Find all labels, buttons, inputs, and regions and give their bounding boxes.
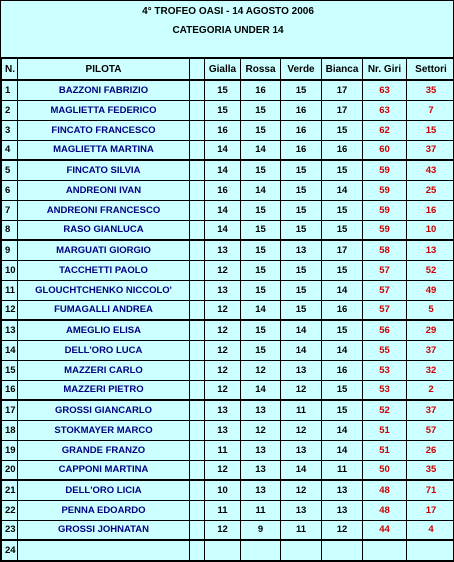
cell-verde: 11: [281, 400, 322, 420]
cell-settori: 4: [407, 520, 454, 540]
cell-spacer: [190, 180, 205, 200]
cell-rossa: 14: [241, 380, 281, 400]
cell-verde: 15: [281, 260, 322, 280]
cell-rossa: 9: [241, 520, 281, 540]
cell-gialla: 12: [205, 300, 241, 320]
cell-spacer: [190, 380, 205, 400]
cell-rossa: 15: [241, 280, 281, 300]
cell-spacer: [190, 260, 205, 280]
cell-giri: 52: [363, 400, 407, 420]
cell-number: 24: [2, 540, 18, 560]
cell-pilota: DELL'ORO LICIA: [18, 480, 190, 500]
cell-pilota: GLOUCHTCHENKO NICCOLO': [18, 280, 190, 300]
table-row: [2, 140, 454, 160]
cell-settori: 7: [407, 100, 454, 120]
cell-settori: 37: [407, 140, 454, 160]
cell-spacer: [190, 200, 205, 220]
cell-settori: 32: [407, 360, 454, 380]
cell-gialla: 13: [205, 240, 241, 260]
table-row: [2, 180, 454, 200]
cell-verde: 15: [281, 280, 322, 300]
cell-pilota: RASO GIANLUCA: [18, 220, 190, 240]
table-row: [2, 240, 454, 260]
cell-giri: 62: [363, 120, 407, 140]
header-verde: Verde: [281, 58, 322, 80]
cell-verde: 14: [281, 340, 322, 360]
cell-giri: 51: [363, 420, 407, 440]
table-row: [2, 340, 454, 360]
cell-number: 19: [2, 440, 18, 460]
cell-gialla: 12: [205, 340, 241, 360]
cell-giri: 51: [363, 440, 407, 460]
cell-bianca: 15: [322, 200, 363, 220]
cell-giri: 48: [363, 500, 407, 520]
cell-pilota: GROSSI JOHNATAN: [18, 520, 190, 540]
cell-bianca: 17: [322, 240, 363, 260]
cell-pilota: DELL'ORO LUCA: [18, 340, 190, 360]
cell-spacer: [190, 460, 205, 480]
cell-pilota: GRANDE FRANZO: [18, 440, 190, 460]
cell-verde: 13: [281, 240, 322, 260]
cell-number: 17: [2, 400, 18, 420]
cell-rossa: 13: [241, 480, 281, 500]
cell-bianca: 15: [322, 380, 363, 400]
cell-verde: 15: [281, 200, 322, 220]
cell-pilota: STOKMAYER MARCO: [18, 420, 190, 440]
cell-rossa: 16: [241, 80, 281, 100]
cell-verde: 15: [281, 80, 322, 100]
cell-number: 10: [2, 260, 18, 280]
header-rossa: Rossa: [241, 58, 281, 80]
cell-spacer: [190, 280, 205, 300]
cell-number: 13: [2, 320, 18, 340]
cell-bianca: 14: [322, 280, 363, 300]
cell-rossa: 11: [241, 500, 281, 520]
cell-pilota: [18, 540, 190, 560]
cell-bianca: 16: [322, 300, 363, 320]
cell-verde: 16: [281, 120, 322, 140]
cell-bianca: 15: [322, 260, 363, 280]
cell-rossa: 14: [241, 140, 281, 160]
cell-spacer: [190, 340, 205, 360]
cell-settori: 13: [407, 240, 454, 260]
cell-verde: 16: [281, 140, 322, 160]
cell-gialla: 15: [205, 80, 241, 100]
table-row: [2, 360, 454, 380]
cell-number: 3: [2, 120, 18, 140]
cell-pilota: BAZZONI FABRIZIO: [18, 80, 190, 100]
cell-giri: 55: [363, 340, 407, 360]
cell-gialla: 15: [205, 100, 241, 120]
cell-rossa: 15: [241, 340, 281, 360]
cell-settori: 2: [407, 380, 454, 400]
cell-verde: 15: [281, 160, 322, 180]
table-row: [2, 120, 454, 140]
cell-spacer: [190, 120, 205, 140]
cell-settori: 17: [407, 500, 454, 520]
cell-spacer: [190, 360, 205, 380]
cell-gialla: 16: [205, 120, 241, 140]
cell-bianca: 14: [322, 440, 363, 460]
cell-number: 22: [2, 500, 18, 520]
cell-bianca: 14: [322, 420, 363, 440]
cell-spacer: [190, 240, 205, 260]
cell-giri: 53: [363, 360, 407, 380]
table-body: [2, 80, 454, 560]
cell-spacer: [190, 140, 205, 160]
cell-pilota: PENNA EDOARDO: [18, 500, 190, 520]
cell-pilota: MARGUATI GIORGIO: [18, 240, 190, 260]
cell-spacer: [190, 160, 205, 180]
cell-giri: 63: [363, 80, 407, 100]
cell-rossa: 15: [241, 100, 281, 120]
cell-pilota: GROSSI GIANCARLO: [18, 400, 190, 420]
cell-number: 23: [2, 520, 18, 540]
header-pilota: PILOTA: [18, 58, 190, 80]
table-row: [2, 520, 454, 540]
cell-verde: 12: [281, 480, 322, 500]
cell-pilota: FINCATO FRANCESCO: [18, 120, 190, 140]
table-row: [2, 480, 454, 500]
cell-settori: 15: [407, 120, 454, 140]
cell-rossa: 13: [241, 440, 281, 460]
table-row: [2, 80, 454, 100]
cell-rossa: 14: [241, 180, 281, 200]
cell-settori: 43: [407, 160, 454, 180]
table-row: [2, 260, 454, 280]
cell-number: 1: [2, 80, 18, 100]
cell-verde: 13: [281, 360, 322, 380]
cell-gialla: 11: [205, 440, 241, 460]
table-row: [2, 420, 454, 440]
cell-gialla: 13: [205, 420, 241, 440]
table-row: [2, 380, 454, 400]
cell-spacer: [190, 420, 205, 440]
table-header-row: [2, 58, 454, 80]
cell-gialla: 16: [205, 180, 241, 200]
cell-verde: 15: [281, 180, 322, 200]
cell-gialla: 12: [205, 260, 241, 280]
cell-gialla: 11: [205, 500, 241, 520]
header-giri: Nr. Giri: [363, 58, 407, 80]
cell-spacer: [190, 440, 205, 460]
cell-verde: 11: [281, 520, 322, 540]
table-row: [2, 500, 454, 520]
cell-bianca: 15: [322, 320, 363, 340]
cell-bianca: 11: [322, 460, 363, 480]
cell-verde: 12: [281, 420, 322, 440]
cell-rossa: [241, 540, 281, 560]
table-row: [2, 220, 454, 240]
cell-spacer: [190, 480, 205, 500]
cell-settori: 25: [407, 180, 454, 200]
table-row: [2, 320, 454, 340]
cell-giri: 57: [363, 300, 407, 320]
cell-verde: 12: [281, 380, 322, 400]
table-row: [2, 460, 454, 480]
cell-spacer: [190, 540, 205, 560]
cell-rossa: 12: [241, 420, 281, 440]
cell-bianca: 14: [322, 180, 363, 200]
cell-bianca: 15: [322, 220, 363, 240]
cell-spacer: [190, 320, 205, 340]
cell-gialla: 13: [205, 400, 241, 420]
cell-settori: 10: [407, 220, 454, 240]
table-row: [2, 440, 454, 460]
cell-bianca: 15: [322, 160, 363, 180]
table-row: [2, 160, 454, 180]
cell-gialla: 12: [205, 360, 241, 380]
cell-bianca: 15: [322, 120, 363, 140]
cell-spacer: [190, 400, 205, 420]
cell-rossa: 15: [241, 240, 281, 260]
cell-number: 12: [2, 300, 18, 320]
cell-gialla: 10: [205, 480, 241, 500]
cell-giri: 59: [363, 220, 407, 240]
cell-rossa: 14: [241, 300, 281, 320]
table-row: [2, 100, 454, 120]
category-subtitle: CATEGORIA UNDER 14: [172, 25, 284, 36]
header-number: N.: [2, 58, 18, 80]
cell-number: 21: [2, 480, 18, 500]
cell-pilota: MAZZERI PIETRO: [18, 380, 190, 400]
cell-verde: [281, 540, 322, 560]
table-row: [2, 200, 454, 220]
results-table: [1, 57, 454, 561]
header-gialla: Gialla: [205, 58, 241, 80]
cell-verde: 14: [281, 320, 322, 340]
cell-bianca: 13: [322, 500, 363, 520]
cell-bianca: 17: [322, 80, 363, 100]
cell-rossa: 12: [241, 360, 281, 380]
cell-number: 11: [2, 280, 18, 300]
cell-settori: 35: [407, 460, 454, 480]
cell-bianca: 12: [322, 520, 363, 540]
cell-verde: 15: [281, 220, 322, 240]
cell-rossa: 15: [241, 200, 281, 220]
cell-pilota: MAGLIETTA FEDERICO: [18, 100, 190, 120]
cell-gialla: 12: [205, 380, 241, 400]
cell-number: 5: [2, 160, 18, 180]
cell-settori: 57: [407, 420, 454, 440]
cell-verde: 15: [281, 300, 322, 320]
cell-number: 18: [2, 420, 18, 440]
cell-settori: 37: [407, 400, 454, 420]
cell-number: 2: [2, 100, 18, 120]
cell-verde: 13: [281, 440, 322, 460]
cell-giri: 48: [363, 480, 407, 500]
cell-pilota: TACCHETTI PAOLO: [18, 260, 190, 280]
cell-settori: 71: [407, 480, 454, 500]
cell-pilota: CAPPONI MARTINA: [18, 460, 190, 480]
cell-giri: 59: [363, 160, 407, 180]
cell-verde: 16: [281, 100, 322, 120]
cell-rossa: 15: [241, 120, 281, 140]
cell-giri: 53: [363, 380, 407, 400]
cell-number: 4: [2, 140, 18, 160]
cell-number: 16: [2, 380, 18, 400]
header-bianca: Bianca: [322, 58, 363, 80]
cell-pilota: ANDREONI FRANCESCO: [18, 200, 190, 220]
cell-spacer: [190, 300, 205, 320]
cell-gialla: 12: [205, 460, 241, 480]
cell-bianca: 16: [322, 140, 363, 160]
cell-rossa: 15: [241, 260, 281, 280]
cell-settori: 26: [407, 440, 454, 460]
cell-rossa: 13: [241, 400, 281, 420]
cell-settori: 49: [407, 280, 454, 300]
cell-settori: 5: [407, 300, 454, 320]
cell-pilota: FINCATO SILVIA: [18, 160, 190, 180]
cell-number: 6: [2, 180, 18, 200]
cell-gialla: 12: [205, 320, 241, 340]
table-row: [2, 300, 454, 320]
cell-pilota: MAZZERI CARLO: [18, 360, 190, 380]
cell-number: 20: [2, 460, 18, 480]
cell-settori: 37: [407, 340, 454, 360]
cell-pilota: AMEGLIO ELISA: [18, 320, 190, 340]
header-spacer: [190, 58, 205, 80]
cell-pilota: ANDREONI IVAN: [18, 180, 190, 200]
cell-gialla: 12: [205, 520, 241, 540]
cell-giri: 63: [363, 100, 407, 120]
table-row: [2, 280, 454, 300]
table-row: [2, 400, 454, 420]
cell-spacer: [190, 220, 205, 240]
cell-pilota: MAGLIETTA MARTINA: [18, 140, 190, 160]
cell-bianca: 13: [322, 480, 363, 500]
cell-bianca: 17: [322, 100, 363, 120]
cell-giri: 60: [363, 140, 407, 160]
cell-giri: 44: [363, 520, 407, 540]
cell-settori: 29: [407, 320, 454, 340]
cell-settori: [407, 540, 454, 560]
cell-rossa: 15: [241, 160, 281, 180]
cell-giri: 59: [363, 180, 407, 200]
cell-giri: 50: [363, 460, 407, 480]
cell-verde: 13: [281, 500, 322, 520]
cell-spacer: [190, 520, 205, 540]
cell-gialla: 14: [205, 160, 241, 180]
cell-rossa: 15: [241, 220, 281, 240]
cell-gialla: 14: [205, 140, 241, 160]
cell-spacer: [190, 80, 205, 100]
page-title: 4° TROFEO OASI - 14 AGOSTO 2006: [142, 6, 314, 17]
cell-number: 15: [2, 360, 18, 380]
cell-bianca: [322, 540, 363, 560]
cell-pilota: FUMAGALLI ANDREA: [18, 300, 190, 320]
cell-verde: 14: [281, 460, 322, 480]
cell-giri: [363, 540, 407, 560]
cell-settori: 16: [407, 200, 454, 220]
cell-number: 9: [2, 240, 18, 260]
cell-giri: 58: [363, 240, 407, 260]
cell-number: 7: [2, 200, 18, 220]
cell-gialla: 13: [205, 280, 241, 300]
cell-gialla: [205, 540, 241, 560]
cell-number: 14: [2, 340, 18, 360]
cell-number: 8: [2, 220, 18, 240]
cell-settori: 52: [407, 260, 454, 280]
cell-bianca: 16: [322, 360, 363, 380]
cell-giri: 57: [363, 260, 407, 280]
table-row: [2, 540, 454, 560]
cell-bianca: 14: [322, 340, 363, 360]
cell-giri: 59: [363, 200, 407, 220]
cell-giri: 57: [363, 280, 407, 300]
cell-gialla: 14: [205, 200, 241, 220]
cell-giri: 56: [363, 320, 407, 340]
cell-rossa: 15: [241, 320, 281, 340]
header-settori: Settori: [407, 58, 454, 80]
cell-spacer: [190, 100, 205, 120]
cell-gialla: 14: [205, 220, 241, 240]
cell-settori: 35: [407, 80, 454, 100]
cell-rossa: 13: [241, 460, 281, 480]
cell-bianca: 15: [322, 400, 363, 420]
cell-spacer: [190, 500, 205, 520]
